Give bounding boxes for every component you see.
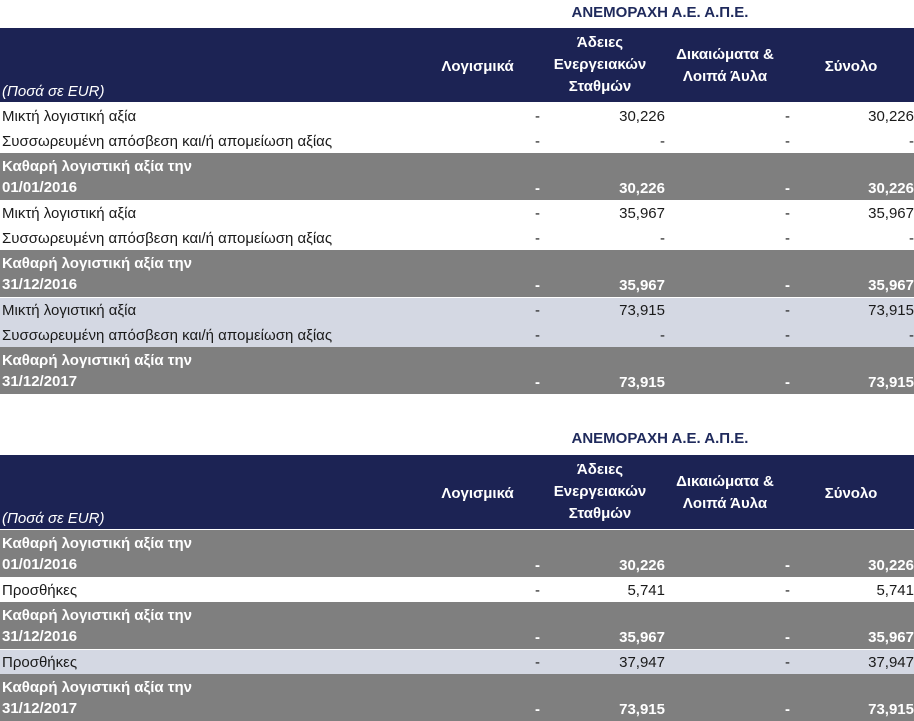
table-row [0,578,914,603]
cell-rights: - [785,374,790,391]
table-row-total [0,530,914,577]
table-row [0,323,914,348]
cell-licenses: 5,741 [627,582,665,599]
cell-total: 35,967 [868,629,914,646]
table-row-total [0,602,914,649]
cell-rights: - [785,327,790,344]
cell-rights: - [785,701,790,718]
cell-licenses: 73,915 [619,302,665,319]
cell-licenses: 35,967 [619,205,665,222]
row-label: Καθαρή λογιστική αξία την 31/12/2017 [2,352,192,390]
cell-total: 35,967 [868,277,914,294]
cell-total: 30,226 [868,180,914,197]
cell-total: 37,947 [868,654,914,671]
cell-total: 73,915 [868,302,914,319]
table-row [0,298,914,323]
cell-software: - [535,701,540,718]
cell-software: - [535,654,540,671]
cell-total: 5,741 [876,582,914,599]
cell-software: - [535,374,540,391]
cell-software: - [535,327,540,344]
row-label: Προσθήκες [2,654,78,671]
cell-licenses: - [660,327,665,344]
table-row [0,226,914,251]
row-label: Καθαρή λογιστική αξία την 31/12/2017 [2,679,192,717]
row-label: Μικτή λογιστική αξία [2,302,137,319]
table-row [0,129,914,154]
cell-total: - [909,327,914,344]
cell-total: 35,967 [868,205,914,222]
cell-rights: - [785,230,790,247]
cell-rights: - [785,108,790,125]
row-label: Καθαρή λογιστική αξία την 31/12/2016 [2,607,192,645]
unit-label: (Ποσά σε EUR) [2,83,105,100]
cell-licenses: - [660,133,665,150]
table-row-total [0,674,914,721]
unit-label: (Ποσά σε EUR) [2,510,105,527]
cell-rights: - [785,180,790,197]
col-header-rights: Δικαιώματα & Λοιπά Άυλα [676,473,774,512]
cell-licenses: 35,967 [619,629,665,646]
row-label: Προσθήκες [2,582,78,599]
row-label: Καθαρή λογιστική αξία την 01/01/2016 [2,158,192,196]
cell-software: - [535,180,540,197]
table-row-total [0,347,914,394]
col-header-software: Λογισμικά [441,485,514,502]
cell-rights: - [785,654,790,671]
cell-software: - [535,629,540,646]
cell-total: 30,226 [868,557,914,574]
cell-licenses: 73,915 [619,701,665,718]
row-label: Μικτή λογιστική αξία [2,205,137,222]
table-row [0,650,914,675]
cell-total: - [909,230,914,247]
cell-licenses: 35,967 [619,277,665,294]
cell-software: - [535,230,540,247]
cell-rights: - [785,277,790,294]
cell-rights: - [785,557,790,574]
cell-total: 30,226 [868,108,914,125]
col-header-total: Σύνολο [824,58,878,75]
col-header-licenses: Άδειες Ενεργειακών Σταθμών [553,461,647,522]
cell-licenses: - [660,230,665,247]
cell-software: - [535,205,540,222]
cell-rights: - [785,629,790,646]
cell-rights: - [785,582,790,599]
cell-licenses: 30,226 [619,180,665,197]
company-title-2: ΑΝΕΜΟΡΑΧΗ Α.Ε. Α.Π.Ε. [571,430,749,447]
cell-total: 73,915 [868,701,914,718]
cell-rights: - [785,302,790,319]
cell-software: - [535,277,540,294]
row-label: Συσσωρευμένη απόσβεση και/ή απομείωση αξίας [2,327,333,344]
cell-rights: - [785,205,790,222]
cell-licenses: 30,226 [619,557,665,574]
cell-total: - [909,133,914,150]
company-title-1: ΑΝΕΜΟΡΑΧΗ Α.Ε. Α.Π.Ε. [571,4,749,21]
table-header-2 [0,455,914,529]
table-row [0,104,914,129]
col-header-rights: Δικαιώματα & Λοιπά Άυλα [676,46,774,85]
cell-software: - [535,557,540,574]
cell-licenses: 73,915 [619,374,665,391]
cell-software: - [535,302,540,319]
col-header-licenses: Άδειες Ενεργειακών Σταθμών [553,34,647,95]
row-label: Συσσωρευμένη απόσβεση και/ή απομείωση αξίας [2,133,333,150]
table-row-total [0,153,914,200]
row-label: Καθαρή λογιστική αξία την 01/01/2016 [2,535,192,573]
col-header-total: Σύνολο [824,485,878,502]
cell-licenses: 30,226 [619,108,665,125]
row-label: Μικτή λογιστική αξία [2,108,137,125]
cell-software: - [535,108,540,125]
cell-software: - [535,582,540,599]
cell-software: - [535,133,540,150]
cell-total: 73,915 [868,374,914,391]
cell-rights: - [785,133,790,150]
cell-licenses: 37,947 [619,654,665,671]
row-label: Καθαρή λογιστική αξία την 31/12/2016 [2,255,192,293]
table-row [0,201,914,226]
row-label: Συσσωρευμένη απόσβεση και/ή απομείωση αξίας [2,230,333,247]
table-header-1 [0,28,914,102]
table-row-total [0,250,914,297]
col-header-software: Λογισμικά [441,58,514,75]
